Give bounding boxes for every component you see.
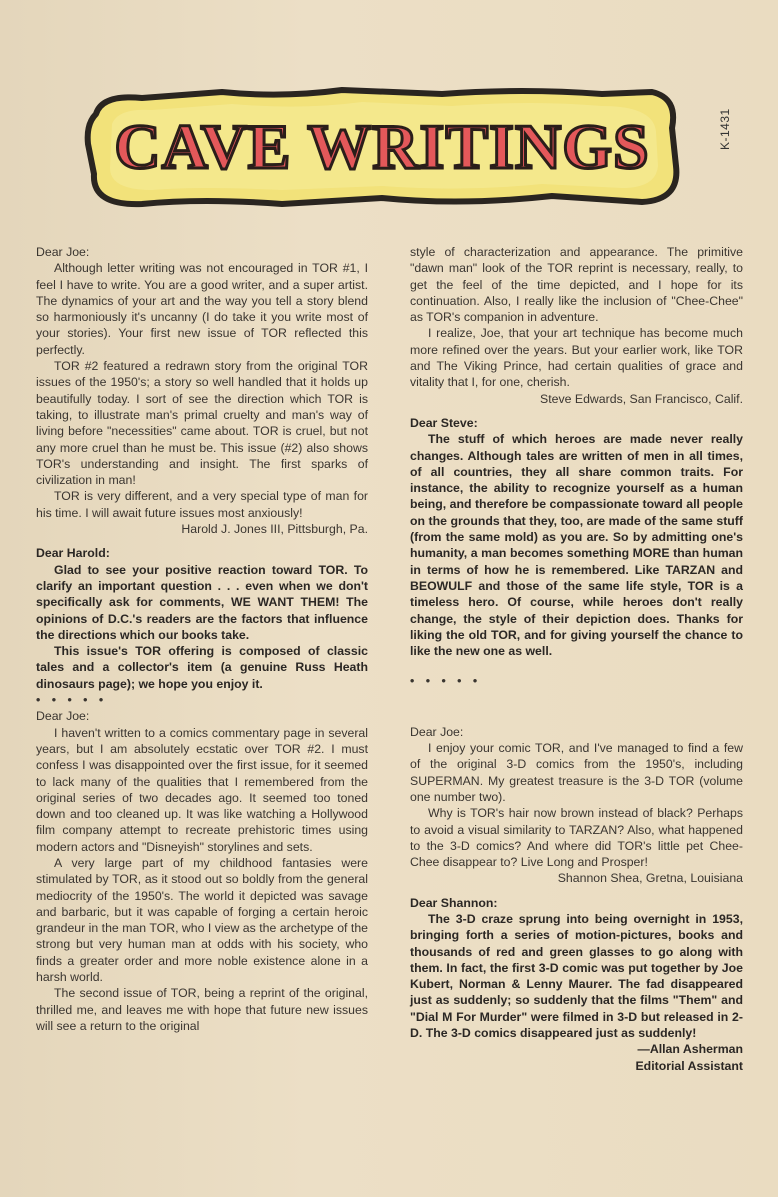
letter-paragraph: I realize, Joe, that your art technique has become much more refined over the years. But your earlier work, like TOR and The Viking Prince, had certain qualities of grace and vitality that I, for one, cherish. [410, 326, 743, 390]
letter-paragraph: I enjoy your comic TOR, and I've managed to find a few of the original 3-D comics from the 1950's, including SUPERMAN. My greatest treasure is the 3-D TOR (volume one number two). [410, 741, 743, 804]
editor-signature-title: Editorial Assistant [635, 1058, 743, 1073]
left-column [36, 244, 368, 1034]
editor-reply [36, 545, 368, 692]
reply-paragraph: The stuff of which heroes are made never really changes. Although tales are written of men in all times, of all countries, they all share common traits. For instance, the ability to recognize yourself as a human being, and therefore be compassionate toward all people on the grounds that they, too, are made of the same stuff (from the same mold) as you are. So by admitting one's humanity, a man becomes something MORE than human in terms of how he is remembered. Like TARZAN and BEOWULF and those of the same life style, TOR is a timeless hero. Of course, while heroes don't really change, the style of their depiction does. Thanks for liking the old TOR, and for giving yourself the chance to like the new one as well. [410, 432, 743, 659]
issue-code: K-1431 [718, 108, 732, 150]
letter-salutation: Dear Joe: [410, 724, 464, 739]
reply-paragraph: The 3-D craze sprung into being overnight in 1953, bringing forth a series of motion-pictures, books and thousands of red and green glasses to go along with them. In fact, the first 3-D comic was put together by Joe Kubert, Norman & Lenny Maurer. The fad disappeared just as suddenly; so suddenly that the films "Them" and "Dial M For Murder" were filmed in 3-D but released in 2-D. The 3-D comics disappeared just as suddenly! [410, 911, 743, 1041]
letter-paragraph: The second issue of TOR, being a reprint of the original, thrilled me, and leaves me with hope that future new issues will see a return to the original [36, 986, 368, 1033]
letter-paragraph: A very large part of my childhood fantasies were stimulated by TOR, as it stood out so boldly from the general mediocrity of the 1950's. The world it depicted was savage and barbaric, but it was capable of forging a certain heroic grandeur in the man TOR, who I view as the archetype of the strong but very human man at odds with his society, who finds a greater order and more noble existence alone in a harsh world. [36, 855, 368, 985]
cave-writings-logo [82, 84, 682, 212]
reply-salutation: Dear Shannon: [410, 895, 498, 910]
editor-reply [410, 895, 743, 1074]
reply-paragraph: Glad to see your positive reaction toward TOR. To clarify an important question . . . even when we don't specifically ask for comments, WE WANT THEM! The opinions of D.C.'s readers are the factors that influence the directions which our books take. [36, 562, 368, 642]
editor-reply [410, 415, 743, 659]
letter-signature: Shannon Shea, Gretna, Louisiana [557, 871, 743, 886]
letter-paragraph: TOR is very different, and a very special type of man for his time. I will await future issues most anxiously! [36, 489, 368, 520]
letter-paragraph: Why is TOR's hair now brown instead of black? Perhaps to avoid a visual similarity to TARZAN? Also, what happened to the 3-D comics? And where did TOR's little pet Chee-Chee disappear to? Live Long and Prosper! [410, 806, 743, 870]
reply-salutation: Dear Harold: [36, 546, 110, 561]
letter-salutation: Dear Joe: [36, 709, 90, 724]
section-separator: • • • • • [36, 693, 108, 708]
letter-paragraph: I haven't written to a comics commentary page in several years, but I am absolutely ecstatic over TOR #2. I must confess I was disappointed over the first issue, for it seemed to lack many of the qualities that I remembered from the original series of two decades ago. It seemed too toned down and too cleaned up. It was like watching a Hollywood film company attempt to recreate prehistoric times using modern actors and "Disneyish" storylines and sets. [36, 725, 368, 854]
editor-signature-name: —Allan Asherman [637, 1042, 743, 1057]
reply-paragraph: This issue's TOR offering is composed of classic tales and a collector's item (a genuine Russ Heath dinosaurs page); we hope you enjoy it. [36, 644, 368, 691]
letter-paragraph: Although letter writing was not encouraged in TOR #1, I feel I have to write. You are a good writer, and a super artist. The dynamics of your art and the way you tell a story blend so harmoniously it's uncanny (I do take it you write most of your stories). Your first new issue of TOR reflected this perfectly. [36, 261, 368, 357]
right-column [410, 244, 743, 1074]
letter-paragraph: TOR #2 featured a redrawn story from the original TOR issues of the 1950's; a story so well handled that it holds up beautifully today. I sort of see the direction which TOR is taking, to illustrate man's primal cruelty and man's way of living before "necessities" came about. TOR is cruel, but not any more cruel than he must be. This issue (#2) also shows TOR's understanding and insight. The first sparks of civilization in man! [36, 359, 368, 488]
letter-salutation: Dear Joe: [36, 245, 90, 259]
reply-salutation: Dear Steve: [410, 415, 478, 430]
letter-paragraph: style of characterization and appearance. The primitive "dawn man" look of the TOR reprint is necessary, really, to get the feel of the time depicted, and I hope for its continuation. Also, I really like the inclusion of "Chee-Chee" as TOR's companion in adventure. [410, 245, 743, 325]
letter-signature: Harold J. Jones III, Pittsburgh, Pa. [181, 522, 368, 537]
letter-signature: Steve Edwards, San Francisco, Calif. [540, 391, 743, 406]
logo-title-text: CAVE WRITINGS [114, 111, 650, 182]
section-separator: • • • • • [410, 674, 482, 689]
